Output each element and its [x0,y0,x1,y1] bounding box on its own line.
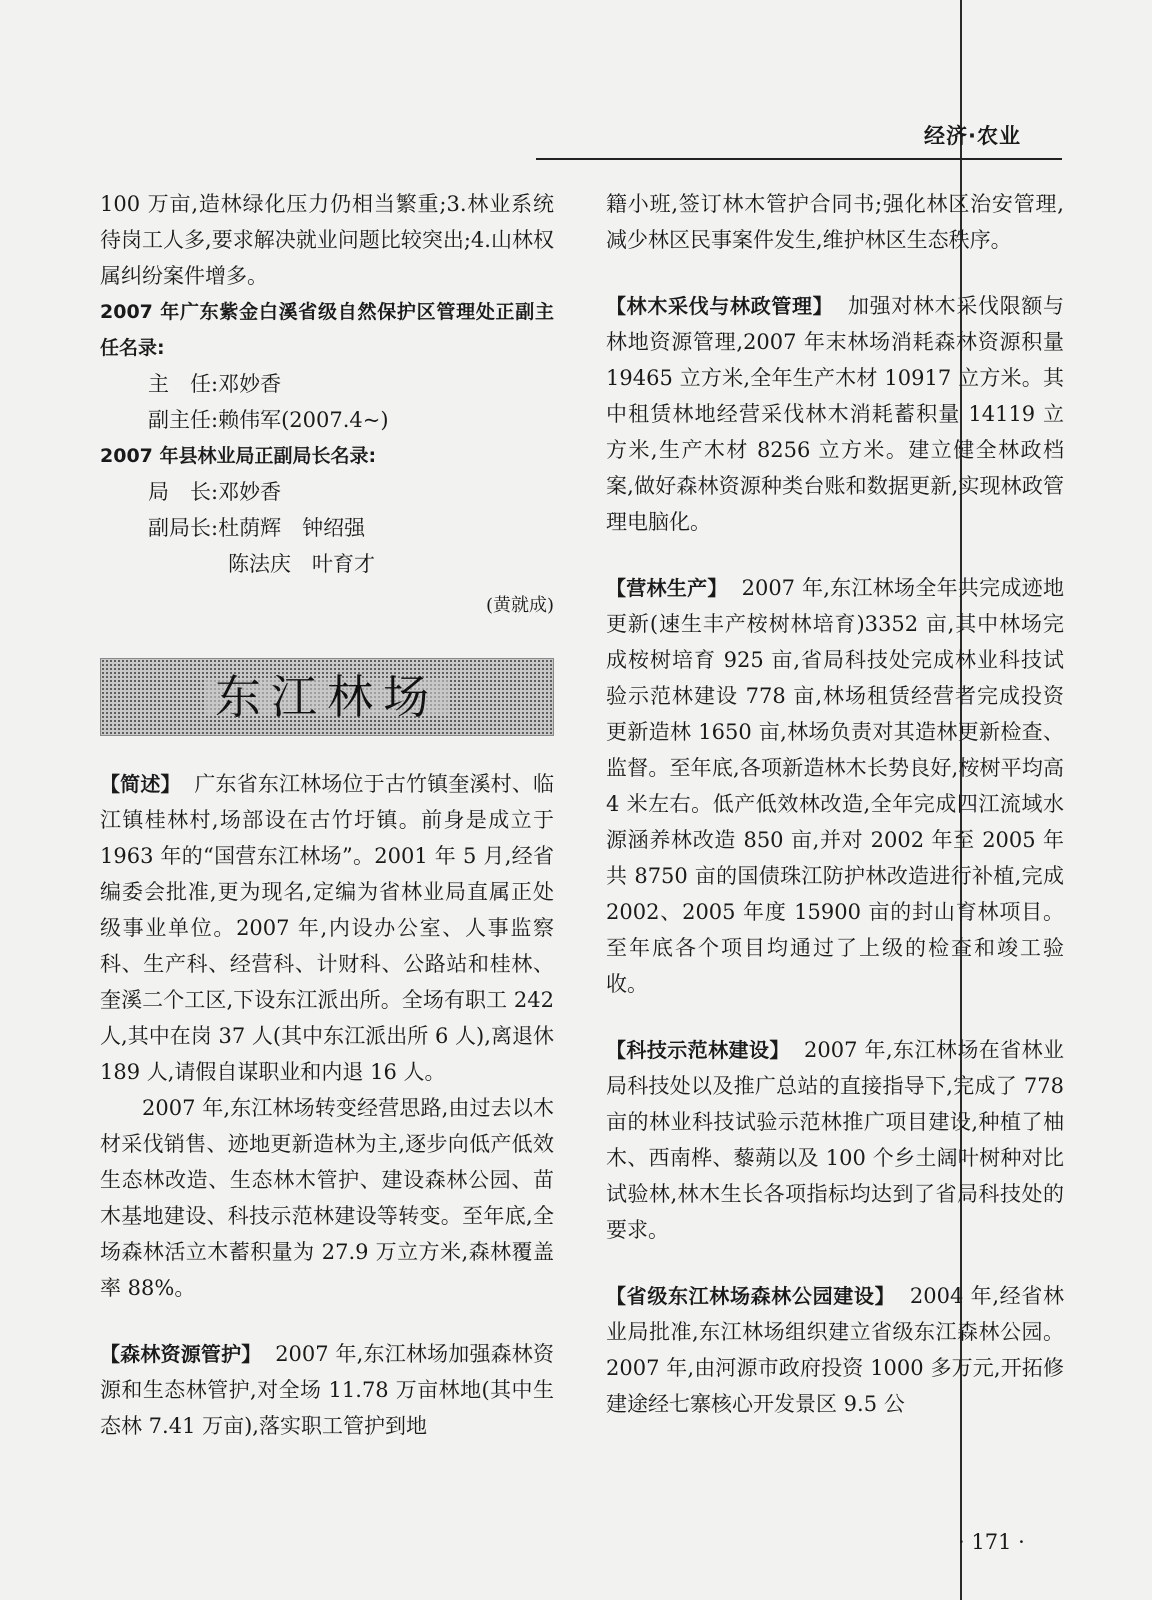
roster1-director: 主 任:邓妙香 [148,372,282,396]
section-header: 经济·农业 [924,124,1021,148]
protection-paragraph [100,1336,554,1444]
author-credit: (黄就成) [485,595,554,616]
park-heading: 【省级东江林场森林公园建设】 [606,1284,896,1308]
spacer [100,1306,554,1336]
park-paragraph [606,1278,1064,1422]
protection-continued: 籍小班,签订林木管护合同书;强化林区治安管理,减少林区民事案件发生,维护林区生态秩序。 [606,192,1064,252]
roster1-deputy: 副主任:赖伟军(2007.4~) [148,408,389,432]
roster2-title: 2007 年县林业局正副局长名录: [100,445,377,467]
logging-heading: 【林木采伐与林政管理】 [606,294,834,318]
logging-paragraph [606,288,1064,540]
spacer [606,1248,1064,1278]
logging-text: 加强对林木采伐限额与林地资源管理,2007 年末林场消耗森林资源积量 19465 立方米,全年生产木材 10917 立方米。其中租赁林地经营采伐林木消耗蓄积量 14119 立方米,生产木材 8256 立方米。建立健全林政档案,做好森林资源种类台账和数据更新,实现林政管理电脑化。 [606,294,1065,534]
production-text: 2007 年,东江林场全年共完成迹地更新(速生丰产桉树林培育)3352 亩,其中林场完成桉树培育 925 亩,省局科技处完成林业科技试验示范林建设 778 亩,林场租赁经营者完成投资更新造林 1650 亩,林场负责对其造林更新检查、监督。至年底,各项新造林木长势良好,桉树平均高 4 米左右。低产低效林改造,全年完成四江流域水源涵养林改造 850 亩,并对 2002 年至 2005 年共 8750 亩的国债珠江防护林改造进行补植,完成 2002、2005 年度 15900 亩的封山育林项目。至年底各个项目均通过了上级的检查和竣工验收。 [606,576,1065,996]
overview-heading: 【简述】 [100,772,181,796]
overview-paragraph-2: 2007 年,东江林场转变经营思路,由过去以木材采伐销售、迹地更新造林为主,逐步向低产低效生态林改造、生态林木管护、建设森林公园、苗木基地建设、科技示范林建设等转变。至年底,全场森林活立木蓄积量为 27.9 万立方米,森林覆盖率 88%。 [100,1096,554,1300]
spacer [606,540,1064,570]
production-heading: 【营林生产】 [606,576,728,600]
park-text: 2004 年,经省林业局批准,东江林场组织建立省级东江森林公园。2007 年,由河源市政府投资 1000 多万元,开拓修建途经七寨核心开发景区 9.5 公 [606,1284,1064,1416]
banner-title: 东江林场 [205,679,449,715]
header-rule [536,158,1062,160]
spacer [606,258,1064,288]
protection-text: 2007 年,东江林场加强森林资源和生态林管护,对全场 11.78 万亩林地(其中生态林 7.41 万亩),落实职工管护到地 [100,1342,554,1438]
roster2-chief: 局 长:邓妙香 [148,480,282,504]
demo-text: 2007 年,东江林场在省林业局科技处以及推广总站的直接指导下,完成了 778 亩的林业科技试验示范林推广项目建设,种植了柚木、西南桦、藜蒴以及 100 个乡土阔叶树种对比试验林,林木生长各项指标均达到了省局科技处的要求。 [606,1038,1065,1242]
right-column [606,186,1064,1422]
roster1-title: 2007 年广东紫金白溪省级自然保护区管理处正副主任名录: [100,301,554,359]
production-paragraph [606,570,1064,1002]
intro-paragraph: 100 万亩,造林绿化压力仍相当繁重;3.林业系统待岗工人多,要求解决就业问题比较突出;4.山林权属纠纷案件增多。 [100,192,554,288]
page-number: · 171 · [958,1530,1025,1554]
roster2-deputies-cont: 陈法庆 叶育才 [228,552,375,576]
demo-heading: 【科技示范林建设】 [606,1038,790,1062]
left-column [100,186,554,1444]
demo-paragraph [606,1032,1064,1248]
section-banner [100,658,554,736]
overview-text: 广东省东江林场位于古竹镇奎溪村、临江镇桂林村,场部设在古竹圩镇。前身是成立于 1963 年的“国营东江林场”。2001 年 5 月,经省编委会批准,更为现名,定编为省林业局直属正处级事业单位。2007 年,内设办公室、人事监察科、生产科、经营科、计财科、公路站和桂林、奎溪二个工区,下设东江派出所。全场有职工 242 人,其中在岗 37 人(其中东江派出所 6 人),离退休 189 人,请假自谋职业和内退 16 人。 [100,772,555,1084]
spacer [606,1002,1064,1032]
protection-heading: 【森林资源管护】 [100,1342,262,1366]
roster2-deputies: 副局长:杜荫辉 钟绍强 [148,516,366,540]
overview-paragraph [100,766,554,1090]
